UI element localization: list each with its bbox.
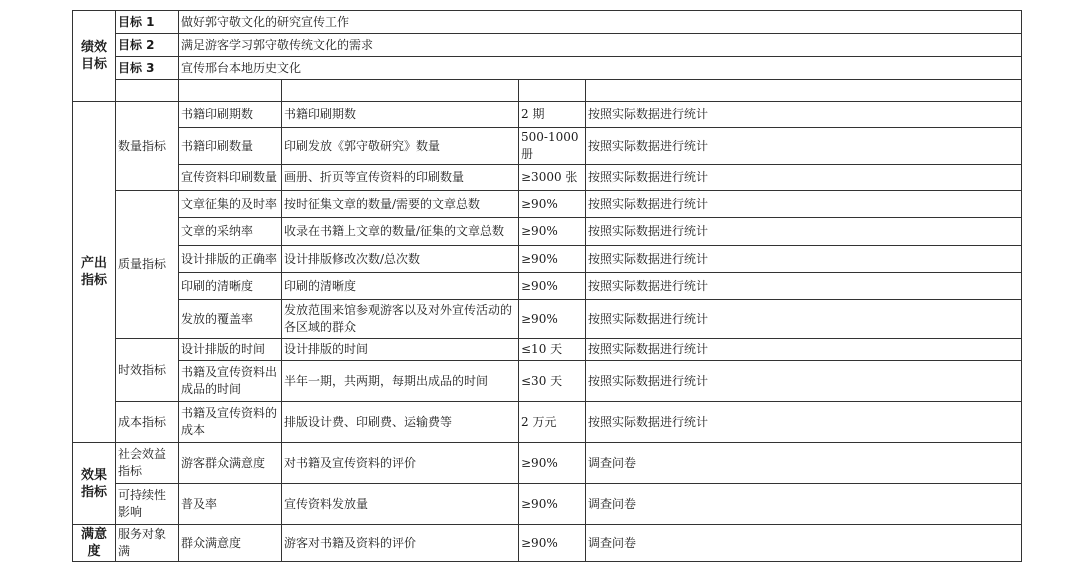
output-row <box>73 165 1022 191</box>
goal-name: 目标 1 <box>116 11 179 34</box>
indicator-desc: 书籍印刷期数 <box>282 102 519 128</box>
output-row <box>73 218 1022 246</box>
indicator-desc: 宣传资料发放量 <box>282 484 519 525</box>
goal-name: 目标 3 <box>116 57 179 80</box>
indicator-method: 调查问卷 <box>586 525 1022 562</box>
indicator-value: ≤10 天 <box>519 339 586 361</box>
indicator-value: ≥90% <box>519 525 586 562</box>
indicator-desc: 半年一期，共两期，每期出成品的时间 <box>282 361 519 402</box>
indicator-value: 500-1000 册 <box>519 128 586 165</box>
indicator-name: 群众满意度 <box>179 525 282 562</box>
indicator-name: 发放的覆盖率 <box>179 300 282 339</box>
indicator-name: 文章的采纳率 <box>179 218 282 246</box>
output-row <box>73 246 1022 273</box>
indicator-value: ≥90% <box>519 191 586 218</box>
indicator-name: 游客群众满意度 <box>179 443 282 484</box>
output-row <box>73 191 1022 218</box>
section-label-goals: 绩效目标 <box>73 11 116 102</box>
indicator-desc: 游客对书籍及资料的评价 <box>282 525 519 562</box>
indicator-method: 按照实际数据进行统计 <box>586 102 1022 128</box>
section-label-effect: 效果指标 <box>73 443 116 525</box>
indicator-desc: 印刷的清晰度 <box>282 273 519 300</box>
effect-group-label: 社会效益指标 <box>116 443 179 484</box>
output-row <box>73 300 1022 339</box>
indicator-desc: 排版设计费、印刷费、运输费等 <box>282 402 519 443</box>
goal-row <box>73 34 1022 57</box>
performance-table <box>72 10 1022 562</box>
indicator-name: 文章征集的及时率 <box>179 191 282 218</box>
indicator-method: 按照实际数据进行统计 <box>586 339 1022 361</box>
goal-row <box>73 57 1022 80</box>
goal-row <box>73 11 1022 34</box>
indicator-method: 调查问卷 <box>586 443 1022 484</box>
indicator-name: 书籍印刷数量 <box>179 128 282 165</box>
indicator-method: 按照实际数据进行统计 <box>586 218 1022 246</box>
indicator-value: ≤30 天 <box>519 361 586 402</box>
indicator-desc: 收录在书籍上文章的数量/征集的文章总数 <box>282 218 519 246</box>
output-row <box>73 361 1022 402</box>
output-row <box>73 273 1022 300</box>
output-row <box>73 128 1022 165</box>
section-label-output: 产出指标 <box>73 102 116 443</box>
output-row <box>73 339 1022 361</box>
output-group-label: 成本指标 <box>116 402 179 443</box>
indicator-desc: 设计排版修改次数/总次数 <box>282 246 519 273</box>
effect-row <box>73 443 1022 484</box>
indicator-value: 2 期 <box>519 102 586 128</box>
goal-text: 满足游客学习郭守敬传统文化的需求 <box>179 34 1022 57</box>
goal-text: 做好郭守敬文化的研究宣传工作 <box>179 11 1022 34</box>
indicator-value: ≥90% <box>519 300 586 339</box>
indicator-method: 按照实际数据进行统计 <box>586 191 1022 218</box>
effect-row <box>73 484 1022 525</box>
indicator-desc: 画册、折页等宣传资料的印刷数量 <box>282 165 519 191</box>
indicator-value: ≥90% <box>519 443 586 484</box>
indicator-desc: 印刷发放《郭守敬研究》数量 <box>282 128 519 165</box>
output-row <box>73 102 1022 128</box>
indicator-method: 按照实际数据进行统计 <box>586 273 1022 300</box>
indicator-method: 按照实际数据进行统计 <box>586 361 1022 402</box>
output-group-label: 数量指标 <box>116 102 179 191</box>
indicator-value: ≥90% <box>519 218 586 246</box>
indicator-value: ≥90% <box>519 484 586 525</box>
indicator-method: 按照实际数据进行统计 <box>586 402 1022 443</box>
blank-cell <box>116 80 179 102</box>
indicator-name: 设计排版的时间 <box>179 339 282 361</box>
indicator-method: 按照实际数据进行统计 <box>586 246 1022 273</box>
indicator-method: 按照实际数据进行统计 <box>586 300 1022 339</box>
indicator-value: 2 万元 <box>519 402 586 443</box>
indicator-name: 书籍及宣传资料的成本 <box>179 402 282 443</box>
output-group-label: 时效指标 <box>116 339 179 402</box>
blank-cell <box>519 80 586 102</box>
effect-group-label: 可持续性影响 <box>116 484 179 525</box>
indicator-method: 调查问卷 <box>586 484 1022 525</box>
blank-row <box>73 80 1022 102</box>
indicator-desc: 对书籍及宣传资料的评价 <box>282 443 519 484</box>
indicator-value: ≥90% <box>519 246 586 273</box>
output-row <box>73 402 1022 443</box>
indicator-name: 设计排版的正确率 <box>179 246 282 273</box>
indicator-method: 按照实际数据进行统计 <box>586 165 1022 191</box>
indicator-name: 宣传资料印刷数量 <box>179 165 282 191</box>
indicator-method: 按照实际数据进行统计 <box>586 128 1022 165</box>
indicator-name: 普及率 <box>179 484 282 525</box>
indicator-desc: 发放范围来馆参观游客以及对外宣传活动的各区域的群众 <box>282 300 519 339</box>
indicator-value: ≥3000 张 <box>519 165 586 191</box>
satisfaction-row <box>73 525 1022 562</box>
indicator-name: 印刷的清晰度 <box>179 273 282 300</box>
blank-cell <box>586 80 1022 102</box>
blank-cell <box>179 80 282 102</box>
satisfaction-group-label: 服务对象满 <box>116 525 179 562</box>
indicator-name: 书籍印刷期数 <box>179 102 282 128</box>
goal-name: 目标 2 <box>116 34 179 57</box>
indicator-desc: 设计排版的时间 <box>282 339 519 361</box>
indicator-value: ≥90% <box>519 273 586 300</box>
indicator-name: 书籍及宣传资料出成品的时间 <box>179 361 282 402</box>
indicator-desc: 按时征集文章的数量/需要的文章总数 <box>282 191 519 218</box>
blank-cell <box>282 80 519 102</box>
output-group-label: 质量指标 <box>116 191 179 339</box>
goal-text: 宣传邢台本地历史文化 <box>179 57 1022 80</box>
section-label-satisfaction: 满意度 <box>73 525 116 562</box>
